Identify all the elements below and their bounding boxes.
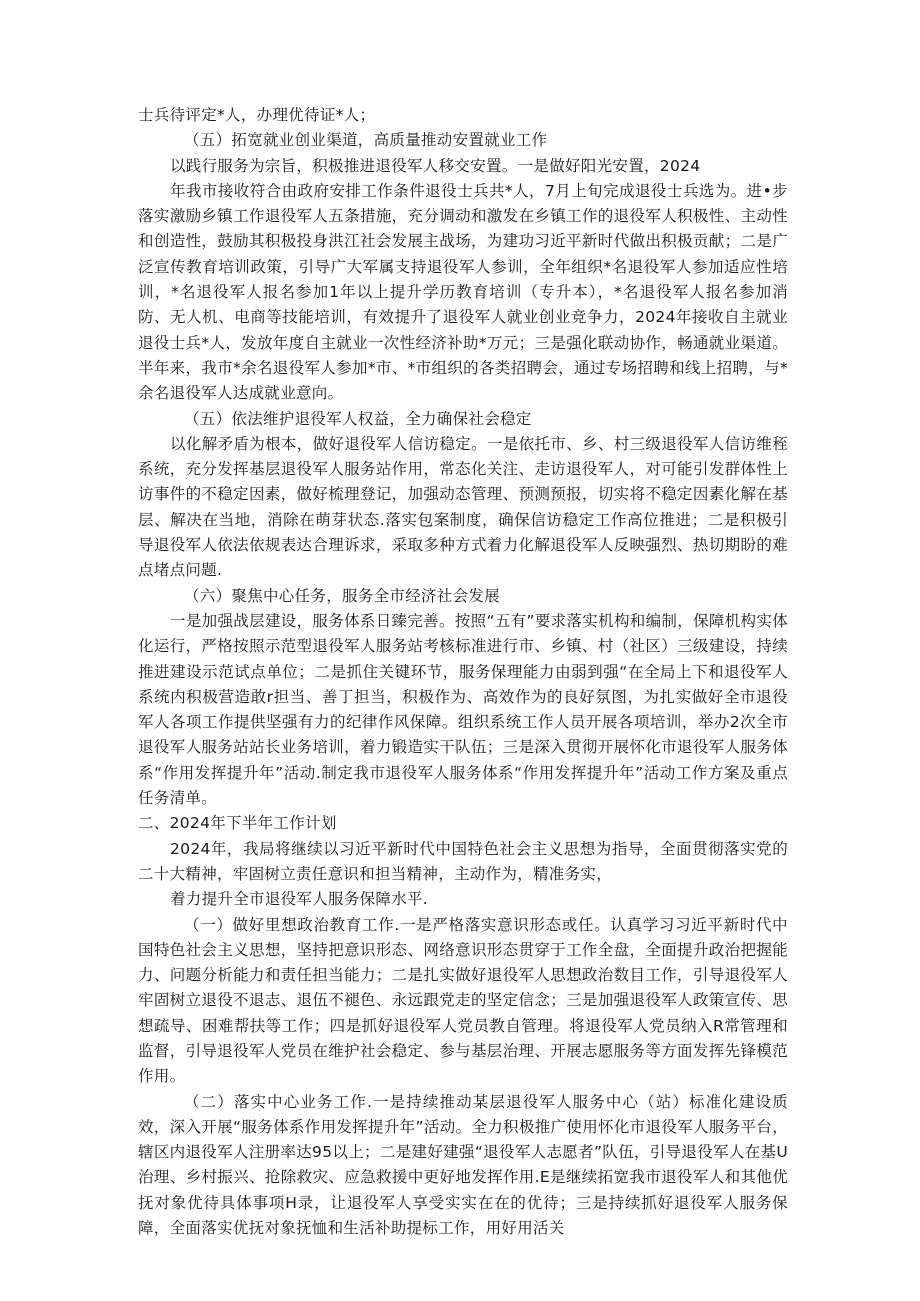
paragraph-employment-body: 年我市接收符合由政府安排工作条件退役士兵共*人，7月上旬完成退役士兵选为。进•步落实激励乡镇工作退役军人五条措施，充分调动和激发在乡镇工作的退役军人积极性、主动性和创造性，鼓励其积极投身洪江社会发展主战场，为建功习近平新时代做出积极贡献；二是广泛宣传教育培训政策，引导广大军属支持退役军人参训，全年组织*名退役军人参加适应性培训，*名退役军人报名参加1年以上提升学历教育培训（专升本），*名退役军人报名参加消防、无人机、电商等技能培训，有效提升了退役军人就业创业竞争力，2024年接收自主就业退役士兵*人，发放年度自主就业一次性经济补助*万元；三是强化联动协作，畅通就业渠道。半年来，我市*余名退役军人参加*市、*市组织的各类招聘会，通过专场招聘和线上招聘，与*余名退役军人达成就业意向。 bbox=[138, 181, 788, 403]
paragraph-central-tasks: 一是加强战层建设，服务体系日臻完善。按照“五有”要求落实机构和编制，保障机构实体化运行，严格按照示范型退役军人服务站考核标准进行市、乡镇、村（社区）三级建设，持续推进建设示范试点单位；二是抓住关键环节，服务保理能力由弱到强“在全局上下和退役军人系统内积极营造敢r担当、善丁担当，积极作为、高效作为的良好氛图，为扎实做好全市退役军人各项工作提供坚强有力的纪律作风保障。组织系统工作人员开展各项培训，举办2次全市退役军人服务站站长业务培训，着力锻造实干队伍；三是深入贯彻开展怀化市退役军人服务体系“作用发挥提升年”活动.制定我市退役军人服务体系“作用发挥提升年”活动工作方案及重点任务清单。 bbox=[138, 611, 788, 808]
section-heading-plan: 二、2024年下半年工作计划 bbox=[138, 814, 337, 833]
line-tail: 士兵待评定*人，办理优待证*人； bbox=[138, 106, 376, 124]
paragraph-employment-intro: 以践行服务为宗旨，积极推进退役军人移交安置。一是做好阳光安置，2024 bbox=[170, 156, 701, 175]
section-heading-employment: （五）拓宽就业创业渠道，高质量推动安置就业工作 bbox=[184, 131, 548, 150]
paragraph-plan-intro: 2024年，我局将继续以习近平新时代中国特色社会主义思想为指导，全面贯彻落实党的二十大精神，牢固树立责任意识和担当精神，主动作为，精准务实， bbox=[138, 839, 788, 883]
paragraph-plan-goal: 着力提升全市退役军人服务保障水平. bbox=[170, 890, 429, 909]
paragraph-political-education: （一）做好里想政治教育工作.一是严格落实意识形态或任。认真学习习近平新时代中国特色社会主义思想，坚持把意识形态、网络意识形态贯穿于工作全盘，全面提升政治把握能力、问题分析能力和责任担当能力；二是扎实做好退役军人思想政治数目工作，引导退役军人牢固树立退役不退志、退伍不褪色、永远跟党走的坚定信念；三是加强退役军人政策宣传、思想疏导、困难帮扶等工作；四是抓好退役军人党员教自管理。将退役军人党员纳入R常管理和监督，引导退役军人党员在维护社会稳定、参与基层治理、开展志愿服务等方面发挥先锋模范作用。 bbox=[138, 915, 788, 1086]
paragraph-rights: 以化解矛盾为根本，做好退役军人信访稳定。一是依托市、乡、村三级退役军人信访维秷系统，充分发挥基层退役军人服务站作用，常态化关注、走访退役军人，对可能引发群体性上访事件的不稳定因素，做好梳理登记，加强动态管理、预测预报，切实将不稳定因素化解在基层、解决在当地，消除在萌芽状态.落实包案制度，确保信访稳定工作高位推进；二是积极引导退役军人依法依规表达合理诉求，采取多种方式着力化解退役军人反映强烈、热切期盼的难点堵点问题. bbox=[138, 434, 788, 580]
section-heading-central-tasks: （六）聚焦中心任务，服务全市经济社会发展 bbox=[184, 586, 501, 605]
section-heading-rights: （五）依法维护退役军人权益，全力确保社会稳定 bbox=[184, 409, 532, 428]
document-page bbox=[138, 103, 788, 1241]
paragraph-central-business: （二）落实中心业务工作.一是持续推动某层退役军人服务中心（站）标准化建设质效，深入开展“服务体系作用发挥提升年”活动。全力积极推广使用怀化市退役军人服务平台，辖区内退役军人注册率达95以上；二是建好建强“退役军人志愿者”队伍，引导退役军人在基U治理、乡村振兴、抢除救灾、应急救援中更好地发挥作用.E是继续拓宽我市退役军人和其他优抚对象优待具体事项H录，让退役军人享受实实在在的优待；三是持续抓好退役军人服务保障，全面落实优抚对象抚恤和生活补助提标工作，用好用活关 bbox=[138, 1092, 788, 1238]
